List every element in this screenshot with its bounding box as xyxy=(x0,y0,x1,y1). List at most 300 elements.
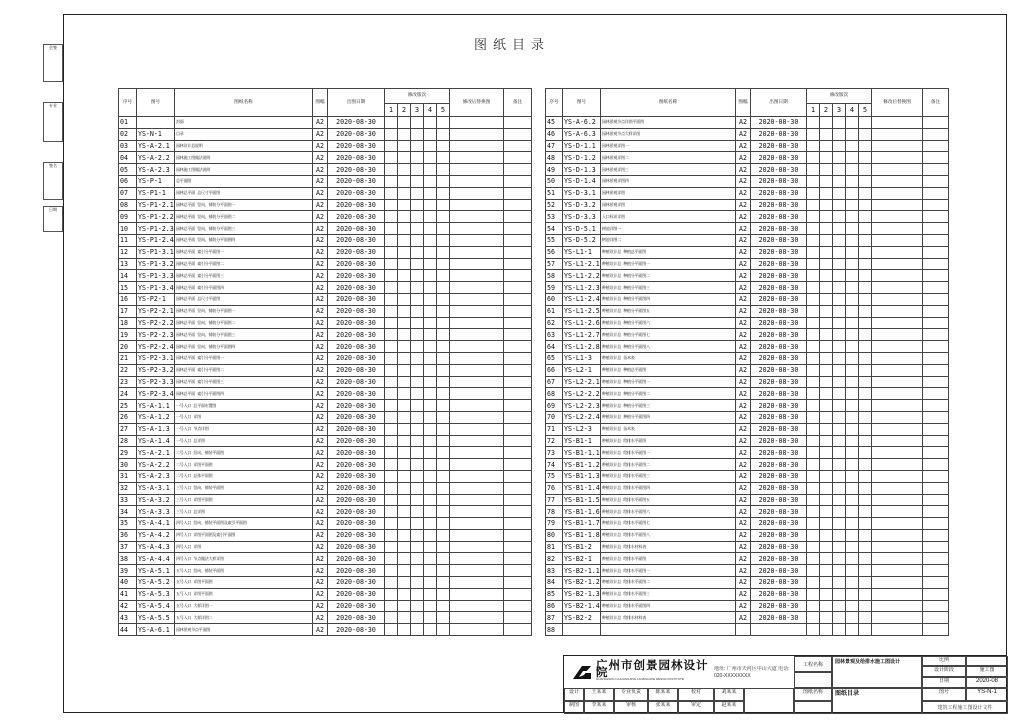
replace-cell xyxy=(872,600,923,612)
revision-cell xyxy=(385,447,398,459)
revision-cell xyxy=(846,128,859,140)
drawing-code: YS-A-5.1 xyxy=(137,565,175,577)
drawing-name: 种植设计总 给排水材料表 xyxy=(601,612,736,624)
revision-cell xyxy=(424,411,437,423)
drawing-code: YS-D-3.1 xyxy=(563,187,601,199)
revision-cell xyxy=(807,494,820,506)
revision-cell xyxy=(385,128,398,140)
revision-cell xyxy=(807,529,820,541)
table-row xyxy=(546,187,949,199)
note-cell xyxy=(504,317,532,329)
revision-cell xyxy=(437,411,450,423)
replace-cell xyxy=(450,234,504,246)
drawing-size: A2 xyxy=(736,152,751,164)
revision-cell xyxy=(411,494,424,506)
revision-cell xyxy=(820,565,833,577)
note-cell xyxy=(504,518,532,530)
revision-cell xyxy=(846,447,859,459)
revision-cell xyxy=(820,423,833,435)
revision-cell xyxy=(859,293,872,305)
revision-cell xyxy=(820,612,833,624)
drawing-name: 园林总平面 竖向、铺装分平面图一 xyxy=(175,199,313,211)
revision-cell xyxy=(398,223,411,235)
row-number: 43 xyxy=(119,612,137,624)
revision-cell xyxy=(411,388,424,400)
revision-cell xyxy=(398,553,411,565)
drawing-name: 园林总平面 索引分平面图三 xyxy=(175,376,313,388)
revision-cell xyxy=(411,152,424,164)
issue-date: 2020-08-30 xyxy=(751,305,807,317)
drawing-size: A2 xyxy=(736,164,751,176)
drawing-name: 园林总平面 索引分平面图二 xyxy=(175,364,313,376)
note-cell xyxy=(504,270,532,282)
table-row xyxy=(546,494,949,506)
row-number: 19 xyxy=(119,329,137,341)
note-cell xyxy=(504,577,532,589)
drawing-code: YS-P1-3.2 xyxy=(138,259,174,268)
note-cell xyxy=(923,435,949,447)
row-number: 10 xyxy=(119,223,137,235)
table-row xyxy=(119,553,532,565)
revision-cell xyxy=(846,376,859,388)
drawing-name: 园林景观详图三 xyxy=(601,164,736,176)
issue-date: 2020-08-30 xyxy=(328,317,385,329)
revision-cell xyxy=(807,211,820,223)
issue-date: 2020-08-30 xyxy=(328,211,385,223)
table-row xyxy=(546,364,949,376)
note-cell xyxy=(923,541,949,553)
drawing-name: 种植设计总 种植分平面图一 xyxy=(601,258,736,270)
revision-cell xyxy=(807,352,820,364)
drawing-name: 种植设计总 种植分平面图五 xyxy=(601,305,736,317)
issue-date: 2020-08-30 xyxy=(751,541,807,553)
revision-cell xyxy=(385,376,398,388)
header-date: 出图日期 xyxy=(328,89,385,117)
drawing-code: YS-L2-3 xyxy=(563,423,601,435)
row-number: 46 xyxy=(546,128,563,140)
revision-cell xyxy=(820,541,833,553)
revision-cell xyxy=(859,258,872,270)
revision-cell xyxy=(820,400,833,412)
revision-cell xyxy=(424,529,437,541)
drawing-name: 种植设计总 给排水平面图八 xyxy=(601,529,736,541)
revision-cell xyxy=(398,577,411,589)
revision-cell xyxy=(833,258,846,270)
design-stage: 施工图 xyxy=(966,666,1008,677)
revision-cell xyxy=(846,459,859,471)
revision-cell xyxy=(846,258,859,270)
issue-date: 2020-08-30 xyxy=(328,600,385,612)
replace-cell xyxy=(450,352,504,364)
note-cell xyxy=(923,364,949,376)
drawing-name: 种植设计总 给排水平面图六 xyxy=(601,506,736,518)
revision-cell xyxy=(846,411,859,423)
replace-cell xyxy=(872,258,923,270)
note-cell xyxy=(504,329,532,341)
drawing-size: A2 xyxy=(313,223,328,235)
note-cell xyxy=(504,175,532,187)
drawing-code: YS-L1-2.8 xyxy=(564,342,600,351)
revision-cell xyxy=(820,494,833,506)
revision-cell xyxy=(807,459,820,471)
revision-cell xyxy=(846,435,859,447)
revision-cell xyxy=(385,223,398,235)
revision-cell xyxy=(859,388,872,400)
issue-date: 2020-08-30 xyxy=(328,518,385,530)
revision-cell xyxy=(833,117,846,129)
revision-cell xyxy=(820,293,833,305)
revision-cell xyxy=(411,282,424,294)
drawing-name: 种植设计总 给排水平面图 xyxy=(601,435,736,447)
drawing-name: 种植设计总 苗木表 xyxy=(601,423,736,435)
drawing-code: YS-L2-2.3 xyxy=(564,401,600,410)
drawing-size: A2 xyxy=(736,364,751,376)
revision-cell xyxy=(807,246,820,258)
drawing-code: YS-B1-1.1 xyxy=(564,448,600,457)
drawing-size: A2 xyxy=(313,128,328,140)
issue-date: 2020-08-30 xyxy=(751,270,807,282)
revision-cell xyxy=(424,470,437,482)
revision-cell xyxy=(411,400,424,412)
revision-cell xyxy=(411,459,424,471)
drawing-name: 一号入口 总平面布置图 xyxy=(175,400,313,412)
revision-cell xyxy=(437,624,450,636)
drawing-size: A2 xyxy=(736,600,751,612)
drawing-code: YS-B1-1.5 xyxy=(564,495,600,504)
revision-cell xyxy=(807,482,820,494)
row-number: 51 xyxy=(546,187,563,199)
revision-cell xyxy=(385,282,398,294)
revision-cell xyxy=(437,317,450,329)
revision-cell xyxy=(820,518,833,530)
table-row xyxy=(546,612,949,624)
issue-date: 2020-08-30 xyxy=(751,612,807,624)
issue-date: 2020-08-30 xyxy=(751,117,807,129)
row-number: 82 xyxy=(546,553,563,565)
note-cell xyxy=(923,270,949,282)
issue-date: 2020-08-30 xyxy=(751,282,807,294)
table-row xyxy=(546,258,949,270)
drawing-code: YS-L1-2.4 xyxy=(564,295,600,304)
drawing-name: 二号入口 总体平面图 xyxy=(175,470,313,482)
company-logo-icon xyxy=(572,664,592,680)
note-cell xyxy=(504,447,532,459)
drawing-name: 种植设计总 种植分平面图四 xyxy=(601,411,736,423)
note-cell xyxy=(504,341,532,353)
replace-cell xyxy=(872,624,923,636)
revision-cell xyxy=(833,364,846,376)
drawing-name: 园林景观节点平面图 xyxy=(175,624,313,636)
revision-cell xyxy=(398,234,411,246)
revision-cell xyxy=(846,234,859,246)
note-cell xyxy=(923,246,949,258)
note-cell xyxy=(923,282,949,294)
note-cell xyxy=(923,565,949,577)
revision-cell xyxy=(424,223,437,235)
revision-cell xyxy=(411,258,424,270)
revision-cell xyxy=(411,506,424,518)
table-row xyxy=(119,565,532,577)
issue-date: 2020-08-30 xyxy=(328,577,385,589)
revision-cell xyxy=(424,600,437,612)
revision-cell xyxy=(807,388,820,400)
replace-cell xyxy=(450,553,504,565)
revision-cell xyxy=(398,293,411,305)
note-cell xyxy=(923,234,949,246)
drawing-code: YS-P2-2.2 xyxy=(138,318,174,327)
revision-cell xyxy=(398,529,411,541)
issue-date: 2020-08-30 xyxy=(751,529,807,541)
revision-cell xyxy=(807,293,820,305)
note-cell xyxy=(923,459,949,471)
row-number: 59 xyxy=(546,282,563,294)
revision-cell xyxy=(411,624,424,636)
row-number: 86 xyxy=(546,600,563,612)
replace-cell xyxy=(450,388,504,400)
revision-cell xyxy=(411,411,424,423)
table-row xyxy=(119,600,532,612)
scale-value xyxy=(966,656,1008,666)
drawing-size: A2 xyxy=(736,541,751,553)
note-cell xyxy=(923,494,949,506)
issue-date: 2020-08-30 xyxy=(328,470,385,482)
table-row xyxy=(546,518,949,530)
revision-cell xyxy=(398,411,411,423)
revision-cell xyxy=(411,447,424,459)
revision-cell xyxy=(833,400,846,412)
replace-cell xyxy=(872,565,923,577)
revision-cell xyxy=(398,506,411,518)
drawing-name: 四号入口 详图平面图及索引平面图 xyxy=(175,529,313,541)
drawing-name: 五号入口 详图平面图 xyxy=(175,588,313,600)
revision-cell xyxy=(424,282,437,294)
binding-margin xyxy=(43,14,63,713)
drawing-code: YS-D-5.1 xyxy=(563,223,601,235)
revision-cell xyxy=(807,447,820,459)
replace-cell xyxy=(450,482,504,494)
drawing-size: A2 xyxy=(313,624,328,636)
drawing-name: 四号入口 详图 xyxy=(175,541,313,553)
note-cell xyxy=(923,600,949,612)
drawing-size: A2 xyxy=(736,140,751,152)
drawing-size: A2 xyxy=(736,258,751,270)
table-row xyxy=(546,270,949,282)
table-row xyxy=(119,164,532,176)
revision-cell xyxy=(411,612,424,624)
drawing-code: YS-A-3.1 xyxy=(137,482,175,494)
binding-cell: 会签 xyxy=(43,44,63,82)
revision-cell xyxy=(385,624,398,636)
drawing-code: YS-B2-1.2 xyxy=(564,578,600,587)
row-number: 71 xyxy=(546,423,563,435)
drawing-size: A2 xyxy=(736,447,751,459)
revision-cell xyxy=(411,293,424,305)
design-stage-label: 设计阶段 xyxy=(922,666,966,677)
role-label: 设计 xyxy=(564,688,584,701)
drawing-name: 园林总平面 竖向、铺装分平面图一 xyxy=(175,305,313,317)
table-row xyxy=(119,529,532,541)
revision-cell xyxy=(807,282,820,294)
drawing-code: YS-A-5.3 xyxy=(137,588,175,600)
issue-date: 2020-08-30 xyxy=(751,211,807,223)
revision-cell xyxy=(411,246,424,258)
drawing-code: YS-P2-2.4 xyxy=(138,342,174,351)
row-number: 75 xyxy=(546,470,563,482)
revision-cell xyxy=(859,152,872,164)
row-number: 31 xyxy=(119,470,137,482)
row-number: 33 xyxy=(119,494,137,506)
replace-cell xyxy=(450,293,504,305)
revision-cell xyxy=(398,341,411,353)
drawing-name: 园林总平面 竖向、铺装分平面图二 xyxy=(175,317,313,329)
drawing-name: 园林景观详图一 xyxy=(601,140,736,152)
revision-cell xyxy=(424,175,437,187)
revision-cell xyxy=(833,199,846,211)
revision-cell xyxy=(411,187,424,199)
table-row xyxy=(546,117,949,129)
revision-cell xyxy=(398,459,411,471)
revision-cell xyxy=(424,400,437,412)
revision-cell xyxy=(807,553,820,565)
replace-cell xyxy=(872,553,923,565)
drawing-name: 种植设计总 给排水平面图 xyxy=(601,553,736,565)
drawing-size: A2 xyxy=(313,565,328,577)
role-label: 制图 xyxy=(564,701,584,714)
revision-cell xyxy=(859,600,872,612)
revision-cell xyxy=(833,164,846,176)
role-label: 审定 xyxy=(678,701,714,714)
drawing-code: YS-D-1.1 xyxy=(563,140,601,152)
replace-cell xyxy=(450,223,504,235)
revision-cell xyxy=(424,435,437,447)
issue-date: 2020-08-30 xyxy=(328,140,385,152)
revision-cell xyxy=(437,565,450,577)
drawing-name: 园林景观节点大样详图 xyxy=(601,128,736,140)
revision-cell xyxy=(859,447,872,459)
revision-cell xyxy=(398,270,411,282)
revision-cell xyxy=(385,341,398,353)
revision-cell xyxy=(385,435,398,447)
drawing-code: YS-D-1.4 xyxy=(563,175,601,187)
revision-cell xyxy=(807,411,820,423)
issue-date: 2020-08-30 xyxy=(328,423,385,435)
replace-cell xyxy=(872,494,923,506)
revision-cell xyxy=(437,588,450,600)
drawing-size: A2 xyxy=(736,329,751,341)
sheet-no: YS-N-1 xyxy=(966,688,1008,701)
note-cell xyxy=(923,588,949,600)
note-cell xyxy=(504,164,532,176)
replace-cell xyxy=(450,246,504,258)
replace-cell xyxy=(450,175,504,187)
revision-cell xyxy=(859,588,872,600)
replace-cell xyxy=(450,140,504,152)
revision-cell xyxy=(385,411,398,423)
table-row xyxy=(546,459,949,471)
revision-cell xyxy=(385,305,398,317)
drawing-code: YS-P1-2.4 xyxy=(138,236,174,245)
revision-cell xyxy=(411,341,424,353)
drawing-name: 种植设计总 给排水平面图三 xyxy=(601,470,736,482)
revision-cell xyxy=(411,376,424,388)
revision-cell xyxy=(424,565,437,577)
sheet-label: 图号 xyxy=(922,688,966,701)
drawing-size: A2 xyxy=(736,128,751,140)
note-cell xyxy=(504,293,532,305)
revision-cell xyxy=(820,199,833,211)
revision-cell xyxy=(846,529,859,541)
drawing-name: 园林景观详图 xyxy=(601,199,736,211)
revision-cell xyxy=(424,577,437,589)
issue-date: 2020-08-30 xyxy=(328,175,385,187)
revision-cell xyxy=(807,223,820,235)
drawing-name: 种植设计总 种植分平面图一 xyxy=(601,376,736,388)
revision-cell xyxy=(385,364,398,376)
revision-cell xyxy=(820,459,833,471)
revision-cell xyxy=(385,541,398,553)
revision-cell xyxy=(807,541,820,553)
note-cell xyxy=(923,388,949,400)
row-number: 05 xyxy=(119,164,137,176)
drawing-name: 五号入口 竖向、铺装平面图 xyxy=(175,565,313,577)
drawing-size: A2 xyxy=(313,175,328,187)
revision-cell xyxy=(833,411,846,423)
replace-cell xyxy=(450,364,504,376)
row-number: 52 xyxy=(546,199,563,211)
note-cell xyxy=(923,211,949,223)
drawing-size: A2 xyxy=(313,187,328,199)
revision-cell xyxy=(820,529,833,541)
drawing-name: 图纸目录 xyxy=(832,688,922,714)
issue-date: 2020-08-30 xyxy=(328,329,385,341)
drawing-size: A2 xyxy=(736,612,751,624)
revision-cell xyxy=(859,352,872,364)
drawing-name: 园林总平面 竖向、铺装分平面图四 xyxy=(175,234,313,246)
row-number: 87 xyxy=(546,612,563,624)
drawing-name: 封面 xyxy=(175,117,313,129)
revision-cell xyxy=(846,117,859,129)
note-cell xyxy=(504,128,532,140)
revision-cell xyxy=(424,270,437,282)
table-row xyxy=(119,175,532,187)
drawing-size: A2 xyxy=(736,376,751,388)
revision-cell xyxy=(398,246,411,258)
issue-date: 2020-08-30 xyxy=(328,553,385,565)
drawing-code: YS-P2-3.4 xyxy=(138,389,174,398)
issue-date: 2020-08-30 xyxy=(328,270,385,282)
revision-cell xyxy=(411,518,424,530)
revision-cell xyxy=(807,470,820,482)
revision-cell xyxy=(385,234,398,246)
header-replace: 修改后替换图 xyxy=(450,89,504,117)
revision-cell xyxy=(820,341,833,353)
drawing-size: A2 xyxy=(736,234,751,246)
revision-cell xyxy=(398,376,411,388)
revision-cell xyxy=(859,317,872,329)
revision-cell xyxy=(846,223,859,235)
row-number: 30 xyxy=(119,459,137,471)
issue-date: 2020-08-30 xyxy=(328,565,385,577)
drawing-code: YS-D-5.2 xyxy=(563,234,601,246)
replace-cell xyxy=(872,411,923,423)
note-cell xyxy=(504,494,532,506)
revision-cell xyxy=(385,577,398,589)
drawing-size: A2 xyxy=(736,565,751,577)
note-cell xyxy=(923,305,949,317)
drawing-size: A2 xyxy=(313,329,328,341)
revision-cell xyxy=(411,223,424,235)
drawing-code xyxy=(563,624,601,636)
